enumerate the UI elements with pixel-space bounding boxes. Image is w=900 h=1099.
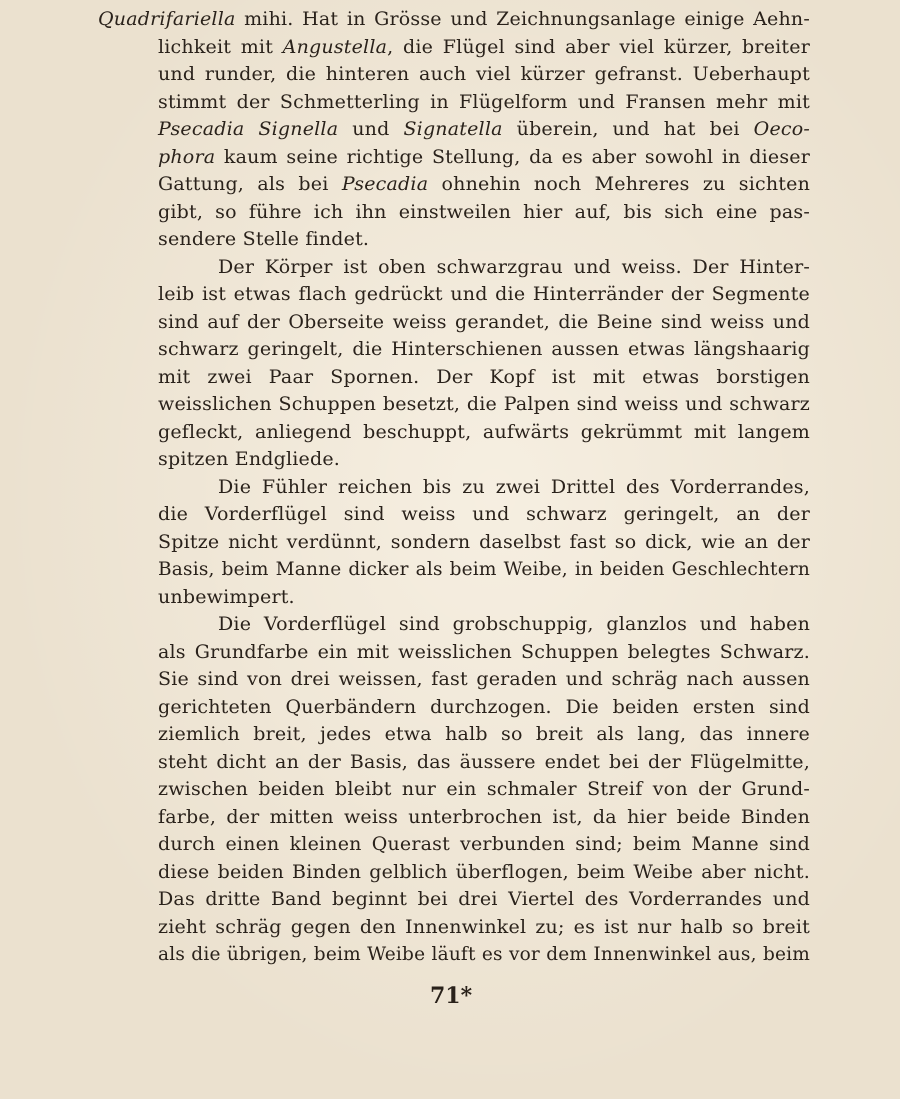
- text-run: weisslichen Schuppen besetzt, die Palpen sind weiss und schwarz: [158, 393, 810, 415]
- text-run: gefleckt, anliegend beschuppt, aufwärts gekrümmt mit langem: [158, 420, 810, 443]
- text-run: stimmt der Schmetterling in Flügelform und Fransen mehr mit: [158, 90, 810, 113]
- text-line: [158, 199, 810, 227]
- text-line: [158, 721, 810, 749]
- text-run: und: [338, 118, 404, 140]
- text-run: Gattung, als bei: [158, 173, 342, 195]
- text-run: kaum seine richtige Stellung, da es aber sowohl in dieser: [215, 145, 810, 168]
- text-run: als die übrigen, beim Weibe läuft es vor dem Innenwinkel aus, beim: [158, 944, 810, 965]
- text-run: zwischen beiden bleibt nur ein schmaler Streif von der Grund-: [158, 778, 810, 800]
- text-line: [158, 226, 810, 254]
- text-run: farbe, der mitten weiss unterbrochen ist, da hier beide Binden: [158, 805, 810, 828]
- text-line: [218, 254, 810, 282]
- text-run: steht dicht an der Basis, das äussere endet bei der Flügelmitte,: [158, 750, 810, 773]
- text-run: Der Körper ist oben schwarzgrau und weiss. Der Hinter-: [218, 255, 810, 278]
- text-line: [158, 34, 810, 62]
- text-line: [158, 776, 810, 804]
- text-line: [158, 364, 810, 392]
- italic-taxon-name: Quadrifariella: [98, 8, 236, 30]
- italic-taxon-name: Psecadia Signella: [158, 118, 339, 140]
- text-run: und runder, die hinteren auch viel kürzer gefranst. Ueberhaupt: [158, 63, 810, 85]
- text-run: die Vorderflügel sind weiss und schwarz geringelt, an der: [158, 503, 810, 525]
- text-line: [158, 941, 810, 969]
- text-run: unbewimpert.: [158, 585, 295, 608]
- text-run: durch einen kleinen Querast verbunden sind; beim Manne sind: [158, 833, 810, 855]
- text-line: [158, 749, 810, 777]
- text-line: [158, 666, 810, 694]
- text-line: [158, 859, 810, 887]
- text-line: [98, 6, 810, 34]
- text-run: leib ist etwas flach gedrückt und die Hinterränder der Segmente: [158, 283, 810, 305]
- text-run: Das dritte Band beginnt bei drei Viertel des Vorderrandes und: [158, 888, 810, 910]
- text-line: [158, 831, 810, 859]
- text-run: als Grundfarbe ein mit weisslichen Schuppen belegtes Schwarz.: [158, 640, 810, 663]
- text-line: [158, 501, 810, 529]
- italic-taxon-name: Angustella: [282, 35, 388, 58]
- text-line: [158, 281, 810, 309]
- text-run: spitzen Endgliede.: [158, 448, 341, 470]
- text-run: zieht schräg gegen den Innenwinkel zu; es ist nur halb so breit: [158, 915, 810, 938]
- text-line: [158, 171, 810, 199]
- text-run: gerichteten Querbändern durchzogen. Die beiden ersten sind: [158, 695, 810, 718]
- text-line: [158, 914, 810, 942]
- text-run: schwarz geringelt, die Hinterschienen aussen etwas längshaarig: [158, 338, 810, 360]
- text-run: , die Flügel sind aber viel kürzer, breiter: [387, 35, 810, 58]
- text-line: [158, 419, 810, 447]
- text-run: ziemlich breit, jedes etwa halb so breit als lang, das innere: [158, 723, 810, 745]
- text-line: [158, 639, 810, 667]
- text-run: Die Fühler reichen bis zu zwei Drittel des Vorderrandes,: [218, 475, 810, 498]
- italic-taxon-name: Signatella: [403, 118, 503, 140]
- text-line: [158, 391, 810, 419]
- text-line: [158, 61, 810, 89]
- text-run: mihi. Hat in Grösse und Zeichnungsanlage einige Aehn-: [235, 8, 810, 30]
- text-line: [158, 116, 810, 144]
- text-run: Basis, beim Manne dicker als beim Weibe, in beiden Geschlechtern: [158, 559, 810, 580]
- text-run: Die Vorderflügel sind grobschuppig, glanzlos und haben: [218, 613, 810, 635]
- italic-taxon-name: phora: [158, 145, 216, 168]
- text-line: [218, 611, 810, 639]
- text-run: Spitze nicht verdünnt, sondern daselbst fast so dick, wie an der: [158, 530, 810, 553]
- text-line: [158, 694, 810, 722]
- text-line: [158, 584, 810, 612]
- text-run: diese beiden Binden gelblich überflogen, beim Weibe aber nicht.: [158, 860, 810, 883]
- text-run: mit zwei Paar Spornen. Der Kopf ist mit etwas borstigen: [158, 365, 810, 388]
- text-run: gibt, so führe ich ihn einstweilen hier auf, bis sich eine pas-: [158, 200, 810, 223]
- text-run: lichkeit mit: [158, 35, 283, 58]
- text-line: [158, 309, 810, 337]
- text-line: [158, 886, 810, 914]
- text-line: [158, 89, 810, 117]
- page-number: 71*: [430, 983, 473, 1009]
- text-run: sendere Stelle findet.: [158, 228, 370, 250]
- text-line: [158, 556, 810, 584]
- text-line: [158, 804, 810, 832]
- italic-taxon-name: Psecadia: [341, 173, 429, 195]
- text-line: [158, 144, 810, 172]
- text-run: Sie sind von drei weissen, fast geraden und schräg nach aussen: [158, 668, 810, 690]
- italic-taxon-name: Oeco-: [753, 118, 810, 140]
- text-line: [158, 446, 810, 474]
- body-text: [98, 6, 810, 969]
- text-line: [158, 336, 810, 364]
- text-run: ohnehin noch Mehreres zu sichten: [428, 173, 811, 195]
- text-run: überein, und hat bei: [502, 118, 754, 140]
- text-line: [158, 529, 810, 557]
- text-line: [218, 474, 810, 502]
- text-run: sind auf der Oberseite weiss gerandet, die Beine sind weiss und: [158, 310, 810, 333]
